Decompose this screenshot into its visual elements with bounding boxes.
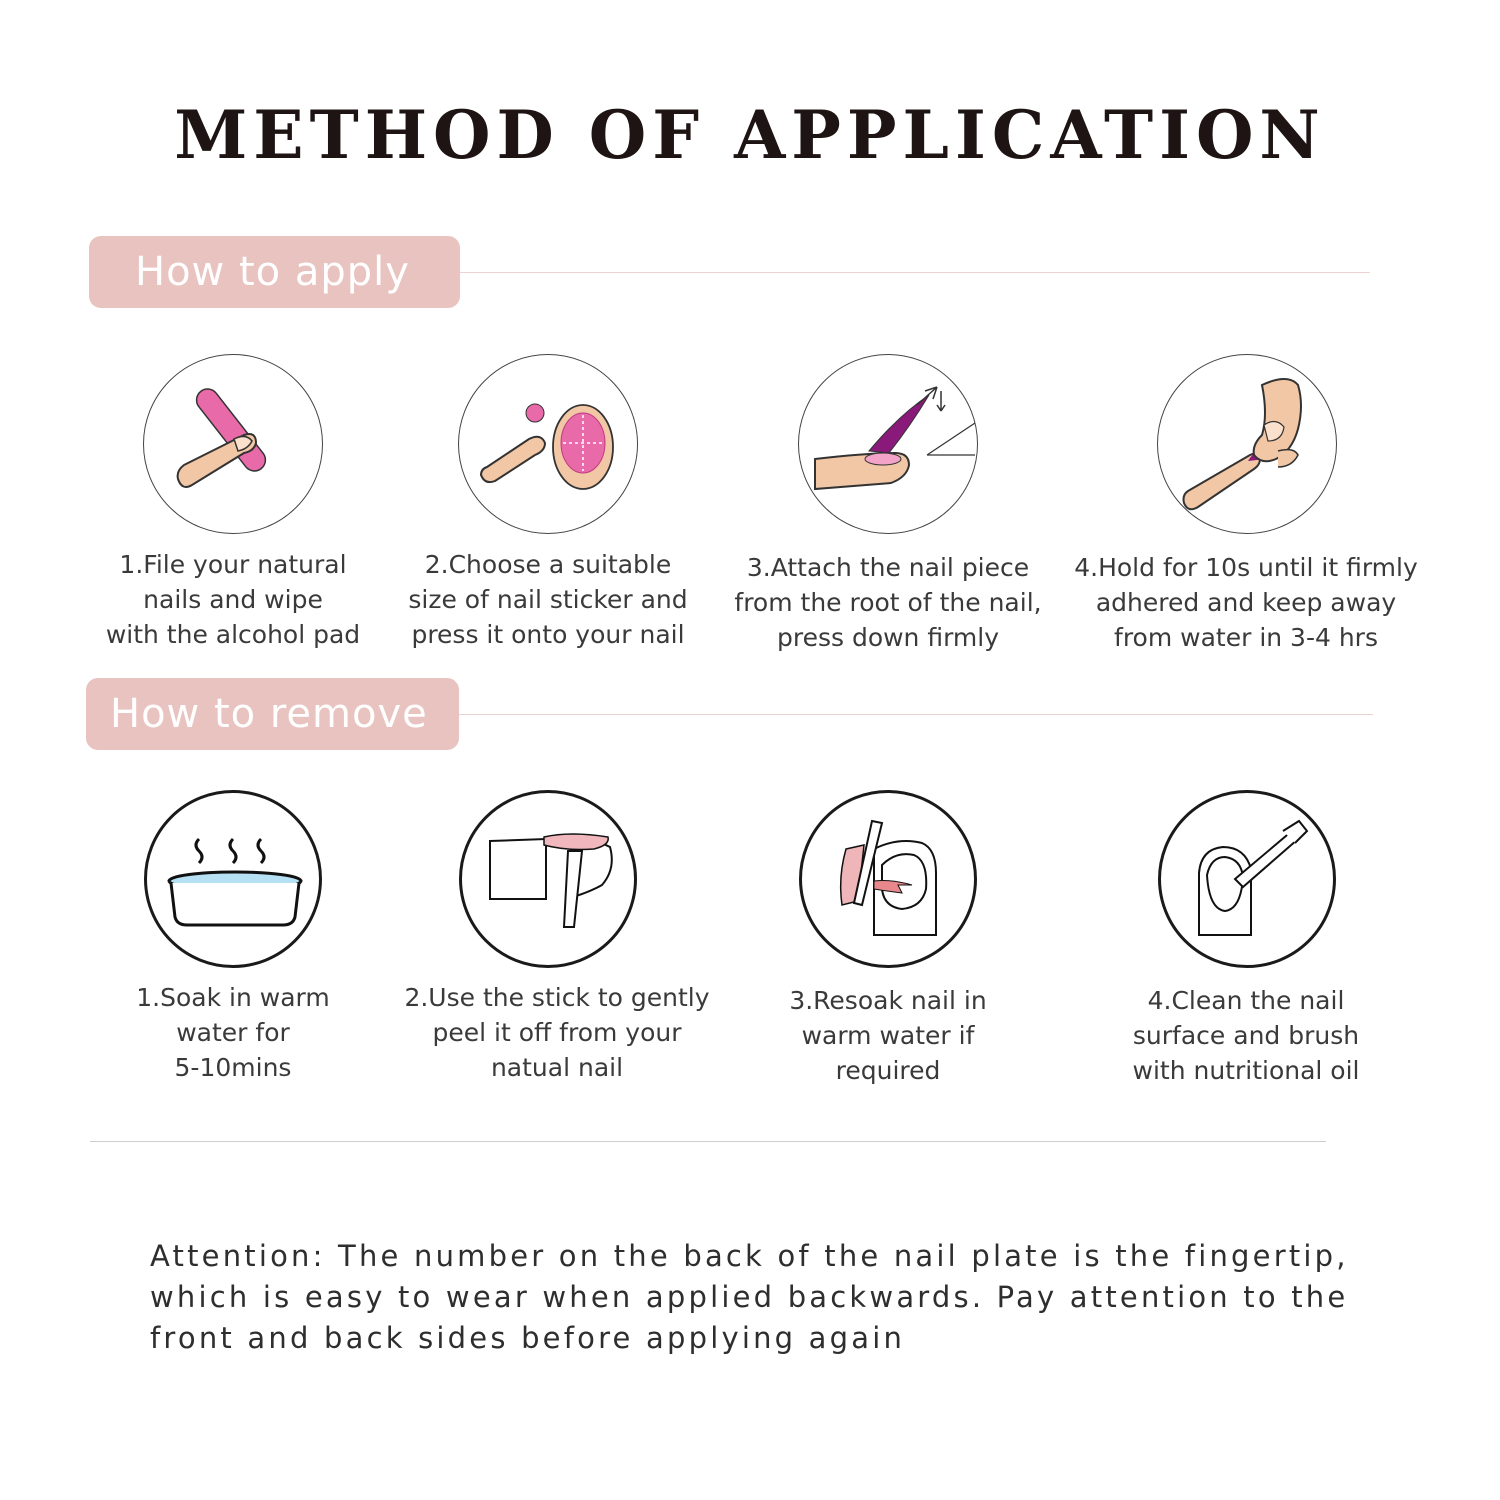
apply-step-2-caption: 2.Choose a suitable size of nail sticker and press it onto your nail: [408, 550, 688, 649]
section-divider: [90, 1141, 1326, 1142]
warm-water-bowl-icon: [144, 790, 322, 968]
remove-step-3-caption: 3.Resoak nail in warm water if required: [789, 986, 987, 1085]
nail-file-icon: [143, 354, 323, 534]
remove-step-4-caption: 4.Clean the nail surface and brush with nutritional oil: [1132, 986, 1360, 1085]
apply-step-1-caption: 1.File your natural nails and wipe with the alcohol pad: [105, 550, 361, 649]
attention-line-3: front and back sides before applying again: [150, 1321, 906, 1355]
attention-line-2: which is easy to wear when applied backwards. Pay attention to the: [150, 1280, 1349, 1314]
resoak-nail-icon: [799, 790, 977, 968]
how-to-apply-heading: [89, 236, 460, 308]
remove-heading-rule: [459, 714, 1373, 715]
nail-sticker-icon: [458, 354, 638, 534]
how-to-remove-heading: [86, 678, 459, 750]
how-to-apply-label: How to apply: [135, 249, 410, 295]
attach-nail-icon: [798, 354, 978, 534]
peel-stick-icon: [459, 790, 637, 968]
remove-step-1-caption: 1.Soak in warm water for 5-10mins: [136, 983, 330, 1082]
oil-brush-icon: [1158, 790, 1336, 968]
attention-line-1: Attention: The number on the back of the nail plate is the fingertip,: [150, 1239, 1349, 1273]
apply-step-3-caption: 3.Attach the nail piece from the root of the nail, press down firmly: [734, 553, 1042, 652]
how-to-remove-label: How to remove: [110, 691, 428, 737]
page-title: METHOD OF APPLICATION: [174, 96, 1326, 174]
apply-heading-rule: [460, 272, 1370, 273]
remove-step-2-caption: 2.Use the stick to gently peel it off from your natual nail: [404, 983, 710, 1082]
apply-step-4-caption: 4.Hold for 10s until it firmly adhered and keep away from water in 3-4 hrs: [1074, 553, 1418, 652]
attention-note: [150, 1236, 1390, 1359]
press-hold-icon: [1157, 354, 1337, 534]
